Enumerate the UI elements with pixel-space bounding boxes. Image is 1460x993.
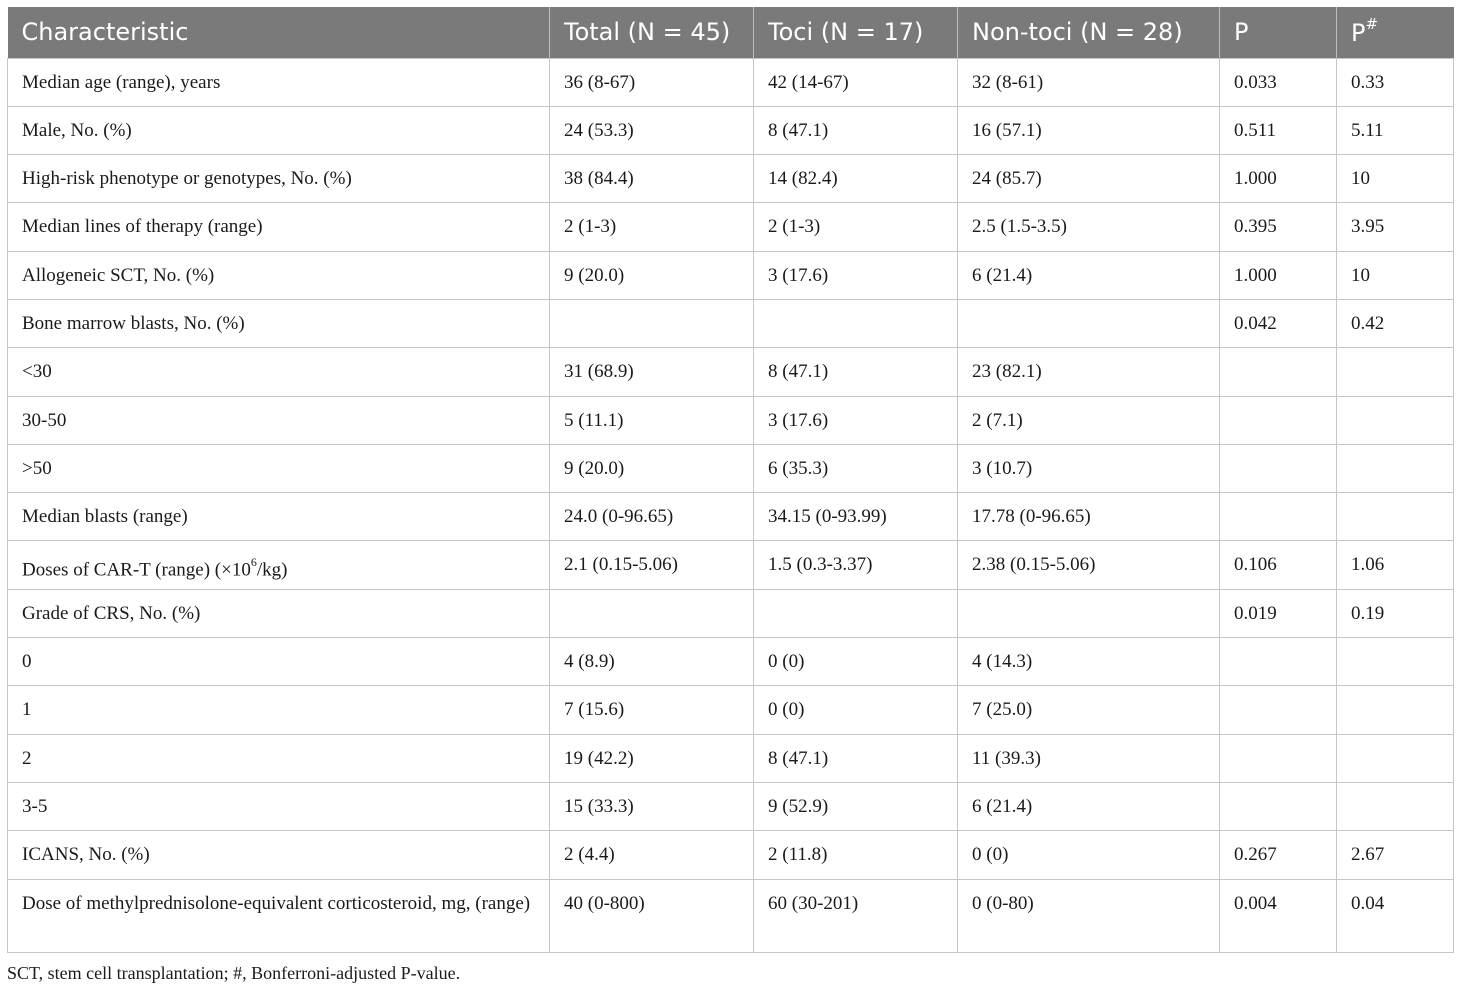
cell-total: 9 (20.0)	[550, 444, 754, 492]
cell-total	[550, 589, 754, 637]
cell-p-adjusted: 0.19	[1337, 589, 1454, 637]
cell-p: 0.004	[1220, 879, 1337, 952]
table-row	[8, 589, 1454, 637]
table-row	[8, 155, 1454, 203]
cell-characteristic: High-risk phenotype or genotypes, No. (%)	[8, 155, 550, 203]
cart-dose-sup: 6	[250, 555, 257, 570]
table-row	[8, 348, 1454, 396]
header-toci: Toci (N = 17)	[754, 7, 958, 58]
cell-p	[1220, 348, 1337, 396]
cell-non-toci: 24 (85.7)	[958, 155, 1220, 203]
cell-toci: 14 (82.4)	[754, 155, 958, 203]
cell-non-toci: 6 (21.4)	[958, 782, 1220, 830]
cell-non-toci: 17.78 (0-96.65)	[958, 493, 1220, 541]
cell-non-toci: 3 (10.7)	[958, 444, 1220, 492]
characteristics-table-wrap	[7, 7, 1453, 953]
cell-characteristic: ICANS, No. (%)	[8, 831, 550, 879]
cell-p	[1220, 782, 1337, 830]
cell-non-toci: 4 (14.3)	[958, 638, 1220, 686]
cell-characteristic: >50	[8, 444, 550, 492]
table-row	[8, 686, 1454, 734]
cell-p: 0.106	[1220, 541, 1337, 589]
cell-p	[1220, 396, 1337, 444]
cell-total: 2.1 (0.15-5.06)	[550, 541, 754, 589]
header-non-toci: Non-toci (N = 28)	[958, 7, 1220, 58]
header-p: P	[1220, 7, 1337, 58]
cell-p-adjusted: 0.33	[1337, 58, 1454, 106]
table-row	[8, 541, 1454, 589]
cell-p-adjusted	[1337, 686, 1454, 734]
cell-p: 0.033	[1220, 58, 1337, 106]
cell-toci	[754, 589, 958, 637]
cell-toci: 1.5 (0.3-3.37)	[754, 541, 958, 589]
cell-p-adjusted: 3.95	[1337, 203, 1454, 251]
cell-p-adjusted: 5.11	[1337, 106, 1454, 154]
cell-p-adjusted: 10	[1337, 251, 1454, 299]
cell-non-toci: 0 (0-80)	[958, 879, 1220, 952]
cell-total: 4 (8.9)	[550, 638, 754, 686]
table-row	[8, 299, 1454, 347]
cell-total: 24 (53.3)	[550, 106, 754, 154]
cell-total: 15 (33.3)	[550, 782, 754, 830]
table-row	[8, 396, 1454, 444]
cell-toci: 2 (1-3)	[754, 203, 958, 251]
cell-non-toci: 7 (25.0)	[958, 686, 1220, 734]
cell-non-toci: 0 (0)	[958, 831, 1220, 879]
cell-non-toci: 2.38 (0.15-5.06)	[958, 541, 1220, 589]
header-row	[8, 7, 1454, 58]
cell-total	[550, 299, 754, 347]
cell-toci: 8 (47.1)	[754, 734, 958, 782]
cell-p-adjusted: 10	[1337, 155, 1454, 203]
cell-characteristic: 30-50	[8, 396, 550, 444]
cell-non-toci	[958, 299, 1220, 347]
cell-toci: 8 (47.1)	[754, 348, 958, 396]
table-row	[8, 444, 1454, 492]
cell-toci: 3 (17.6)	[754, 251, 958, 299]
cell-toci: 60 (30-201)	[754, 879, 958, 952]
table-row	[8, 831, 1454, 879]
cell-toci: 2 (11.8)	[754, 831, 958, 879]
table-row	[8, 203, 1454, 251]
cart-dose-unit: /kg)	[256, 559, 288, 581]
cell-characteristic	[8, 541, 550, 589]
table-row	[8, 106, 1454, 154]
cell-characteristic: Grade of CRS, No. (%)	[8, 589, 550, 637]
header-characteristic: Characteristic	[8, 7, 550, 58]
table-row	[8, 638, 1454, 686]
cell-p: 0.019	[1220, 589, 1337, 637]
cell-p	[1220, 734, 1337, 782]
cell-characteristic: Dose of methylprednisolone-equivalent corticosteroid, mg, (range)	[8, 879, 550, 952]
cell-p: 0.511	[1220, 106, 1337, 154]
cell-total: 19 (42.2)	[550, 734, 754, 782]
cell-characteristic: 0	[8, 638, 550, 686]
cell-p-adjusted	[1337, 348, 1454, 396]
cell-non-toci: 23 (82.1)	[958, 348, 1220, 396]
cell-non-toci: 2.5 (1.5-3.5)	[958, 203, 1220, 251]
cell-p: 1.000	[1220, 155, 1337, 203]
characteristics-table	[7, 7, 1454, 953]
cell-non-toci: 6 (21.4)	[958, 251, 1220, 299]
cell-characteristic: Median age (range), years	[8, 58, 550, 106]
table-row	[8, 879, 1454, 952]
cell-toci: 3 (17.6)	[754, 396, 958, 444]
cell-characteristic: <30	[8, 348, 550, 396]
cell-total: 7 (15.6)	[550, 686, 754, 734]
table-footnote: SCT, stem cell transplantation; #, Bonferroni-adjusted P-value.	[7, 963, 461, 983]
cell-toci: 34.15 (0-93.99)	[754, 493, 958, 541]
table-body	[8, 58, 1454, 952]
cell-characteristic: Median blasts (range)	[8, 493, 550, 541]
table-row	[8, 493, 1454, 541]
table-row	[8, 782, 1454, 830]
header-p-adjusted	[1337, 7, 1454, 58]
header-total: Total (N = 45)	[550, 7, 754, 58]
cell-p-adjusted	[1337, 734, 1454, 782]
cell-total: 2 (1-3)	[550, 203, 754, 251]
cell-non-toci: 16 (57.1)	[958, 106, 1220, 154]
cell-characteristic: Bone marrow blasts, No. (%)	[8, 299, 550, 347]
cell-characteristic: Median lines of therapy (range)	[8, 203, 550, 251]
cell-p-adjusted	[1337, 444, 1454, 492]
cell-toci: 0 (0)	[754, 686, 958, 734]
cell-characteristic: 1	[8, 686, 550, 734]
table-row	[8, 58, 1454, 106]
cell-non-toci	[958, 589, 1220, 637]
cell-p-adjusted	[1337, 782, 1454, 830]
cell-toci	[754, 299, 958, 347]
cell-p: 0.395	[1220, 203, 1337, 251]
cell-non-toci: 2 (7.1)	[958, 396, 1220, 444]
cell-p-adjusted: 1.06	[1337, 541, 1454, 589]
cell-total: 38 (84.4)	[550, 155, 754, 203]
cell-non-toci: 32 (8-61)	[958, 58, 1220, 106]
cell-p-adjusted	[1337, 638, 1454, 686]
cell-toci: 42 (14-67)	[754, 58, 958, 106]
cell-characteristic: 2	[8, 734, 550, 782]
cell-p: 1.000	[1220, 251, 1337, 299]
cart-dose-label: Doses of CAR-T (range) (×10	[22, 559, 251, 581]
cell-characteristic: 3-5	[8, 782, 550, 830]
header-p-adjusted-sup: #	[1365, 14, 1379, 33]
cell-p-adjusted: 2.67	[1337, 831, 1454, 879]
cell-p	[1220, 686, 1337, 734]
cell-total: 31 (68.9)	[550, 348, 754, 396]
cell-toci: 8 (47.1)	[754, 106, 958, 154]
cell-total: 9 (20.0)	[550, 251, 754, 299]
cell-total: 5 (11.1)	[550, 396, 754, 444]
cell-characteristic: Allogeneic SCT, No. (%)	[8, 251, 550, 299]
cell-total: 2 (4.4)	[550, 831, 754, 879]
cell-p	[1220, 638, 1337, 686]
cell-total: 24.0 (0-96.65)	[550, 493, 754, 541]
cell-total: 40 (0-800)	[550, 879, 754, 952]
cell-p-adjusted: 0.42	[1337, 299, 1454, 347]
cell-non-toci: 11 (39.3)	[958, 734, 1220, 782]
cell-p: 0.267	[1220, 831, 1337, 879]
cell-p	[1220, 444, 1337, 492]
cell-toci: 0 (0)	[754, 638, 958, 686]
cell-p-adjusted: 0.04	[1337, 879, 1454, 952]
cell-p-adjusted	[1337, 493, 1454, 541]
cell-p: 0.042	[1220, 299, 1337, 347]
cell-toci: 6 (35.3)	[754, 444, 958, 492]
cell-p	[1220, 493, 1337, 541]
table-row	[8, 734, 1454, 782]
table-row	[8, 251, 1454, 299]
cell-toci: 9 (52.9)	[754, 782, 958, 830]
cell-p-adjusted	[1337, 396, 1454, 444]
cell-characteristic: Male, No. (%)	[8, 106, 550, 154]
header-p-adjusted-label: P	[1351, 18, 1366, 47]
cell-total: 36 (8-67)	[550, 58, 754, 106]
